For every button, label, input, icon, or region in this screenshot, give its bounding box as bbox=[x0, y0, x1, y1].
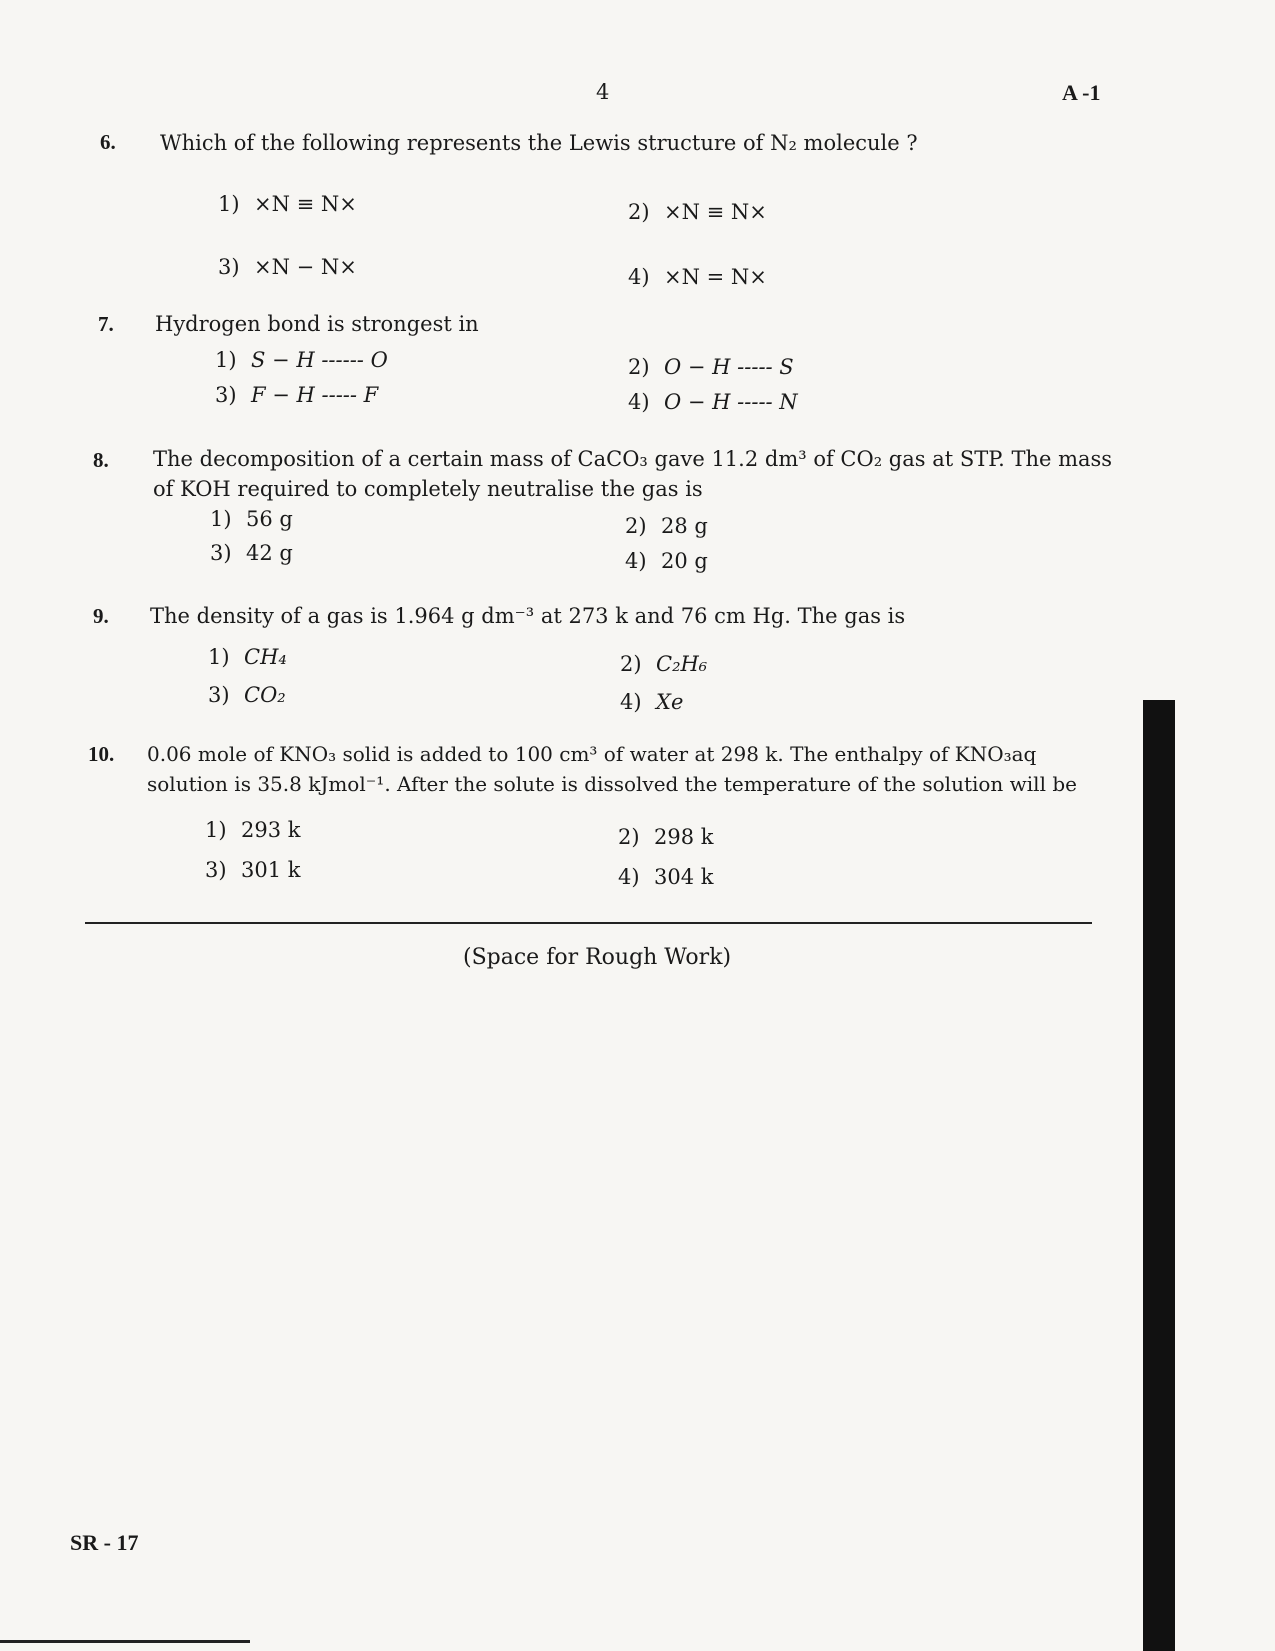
option: 1) 56 g bbox=[210, 507, 293, 531]
option: 2) O − H ----- S bbox=[628, 355, 794, 379]
question-number: 7. bbox=[98, 312, 114, 336]
option: 2) ×N ≡ N× bbox=[628, 200, 767, 224]
option: 2) C₂H₆ bbox=[620, 652, 708, 676]
option: 3) ×N − N× bbox=[218, 255, 357, 279]
option: 2) 28 g bbox=[625, 514, 708, 538]
option: 1) S − H ------ O bbox=[215, 348, 388, 372]
option: 4) O − H ----- N bbox=[628, 390, 798, 414]
option: 4) ×N = N× bbox=[628, 265, 767, 289]
question-text: Hydrogen bond is strongest in bbox=[155, 312, 479, 336]
scan-edge-bar bbox=[1143, 700, 1175, 1651]
question-text: The density of a gas is 1.964 g dm⁻³ at 273 k and 76 cm Hg. The gas is bbox=[150, 604, 906, 628]
option: 3) F − H ----- F bbox=[215, 383, 379, 407]
question-number: 10. bbox=[88, 742, 115, 766]
scan-bottom-line bbox=[0, 1640, 250, 1643]
option: 1) 293 k bbox=[205, 818, 301, 842]
option: 3) 301 k bbox=[205, 858, 301, 882]
footer-code: SR - 17 bbox=[70, 1530, 139, 1555]
option: 4) 20 g bbox=[625, 549, 708, 573]
option: 4) 304 k bbox=[618, 865, 714, 889]
question-number: 6. bbox=[100, 130, 116, 154]
option: 1) CH₄ bbox=[208, 645, 287, 669]
page-number: 4 bbox=[596, 80, 610, 104]
series-code: A -1 bbox=[1062, 80, 1101, 105]
option: 3) 42 g bbox=[210, 541, 293, 565]
question-text: 0.06 mole of KNO₃ solid is added to 100 cm³ of water at 298 k. The enthalpy of KNO₃aq solution is 35.8 kJmol⁻¹. After the solute is dissolved the temperature of the solution will be bbox=[147, 742, 1077, 796]
question-number: 8. bbox=[93, 448, 109, 472]
rough-work-label: (Space for Rough Work) bbox=[463, 945, 732, 970]
option: 4) Xe bbox=[620, 690, 684, 714]
question-text: The decomposition of a certain mass of CaCO₃ gave 11.2 dm³ of CO₂ gas at STP. The mass of KOH required to completely neutralise the gas is bbox=[153, 447, 1113, 501]
divider bbox=[85, 922, 1092, 924]
option: 1) ×N ≡ N× bbox=[218, 192, 357, 216]
option: 3) CO₂ bbox=[208, 683, 286, 707]
option: 2) 298 k bbox=[618, 825, 714, 849]
question-number: 9. bbox=[93, 604, 109, 628]
question-text: Which of the following represents the Lewis structure of N₂ molecule ? bbox=[160, 131, 918, 155]
